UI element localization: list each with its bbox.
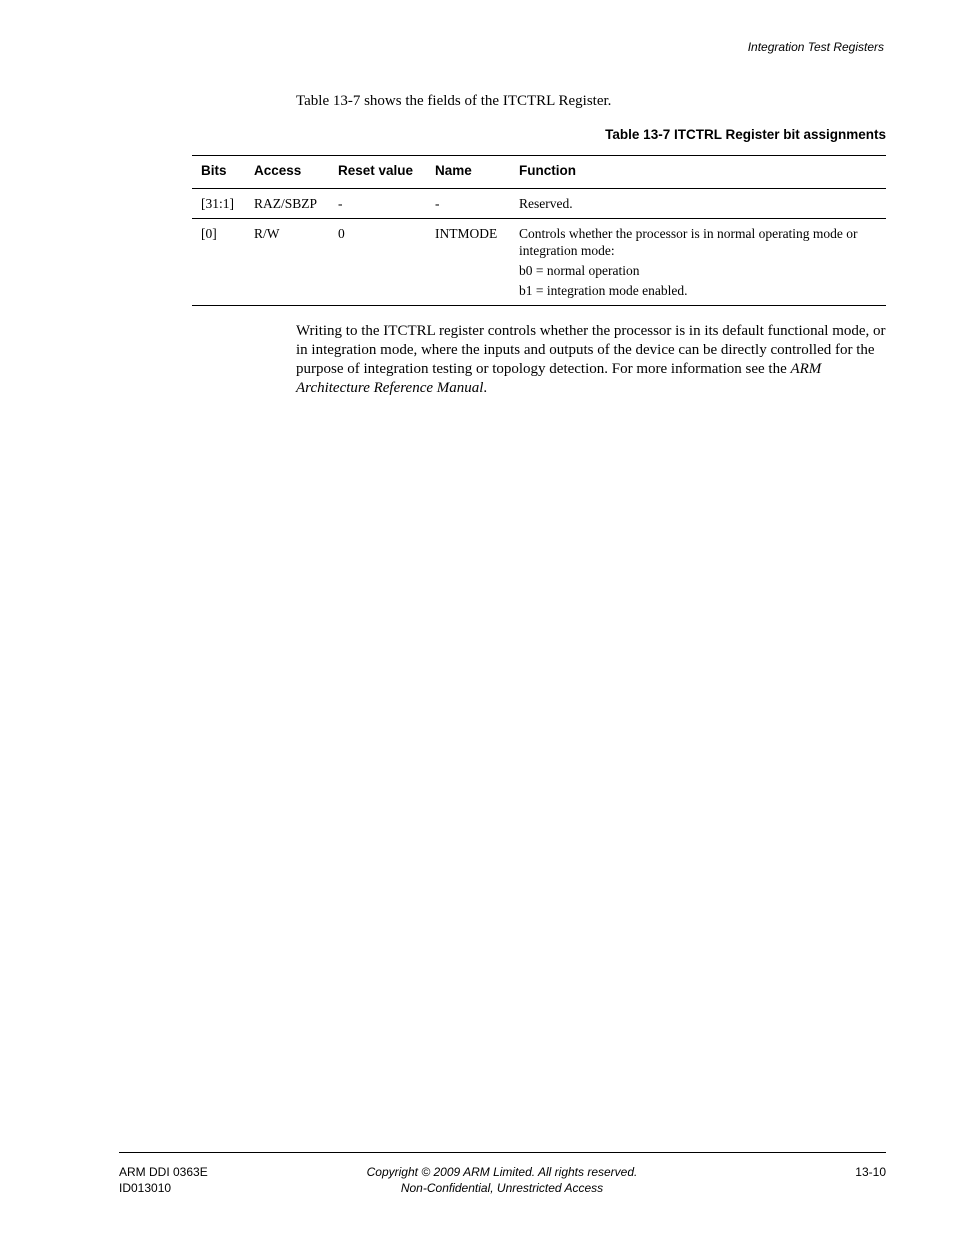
table-row: [192, 189, 886, 219]
body-paragraph-end: .: [483, 380, 488, 396]
column-header-access: Access: [245, 156, 329, 189]
column-header-name: Name: [426, 156, 510, 189]
cell-bits: [0]: [201, 226, 217, 241]
cell-reset-value: 0: [338, 226, 345, 241]
cell-bits: [31:1]: [192, 189, 245, 219]
column-header-bits: Bits: [192, 156, 245, 189]
table-caption: Table 13-7 ITCTRL Register bit assignments: [605, 127, 886, 142]
footer-doc-id: ID013010: [119, 1181, 172, 1195]
intro-text: Table 13-7 shows the fields of the ITCTRL Register.: [296, 93, 612, 109]
manual-title-reference: ARM Architecture Reference Manual: [296, 361, 822, 396]
function-line: Controls whether the processor is in normal operating mode or integration mode:: [519, 226, 858, 258]
column-header-function: Function: [510, 156, 886, 189]
table-row: [192, 219, 886, 306]
cell-name: INTMODE: [435, 226, 498, 241]
footer-page-number: 13-10: [855, 1165, 886, 1179]
footer-copyright-block: [300, 1164, 704, 1196]
function-line: b0 = normal operation: [519, 263, 640, 278]
body-paragraph-text: Writing to the ITCTRL register controls whether the processor is in its default functional mode, or in integration mode, where the inputs and outputs of the device can be directly controlled for the purpose of integration testing or topology detection. For more information see the: [296, 323, 886, 377]
running-header: Integration Test Registers: [747, 40, 884, 54]
cell-access: RAZ/SBZP: [245, 189, 329, 219]
footer-document-info: [119, 1164, 208, 1196]
register-table: [192, 155, 886, 306]
footer-doc-number: ARM DDI 0363E: [119, 1165, 208, 1179]
cell-access: R/W: [254, 226, 280, 241]
function-line: Reserved.: [519, 196, 573, 211]
cell-function: [510, 219, 886, 306]
column-header-reset-value: Reset value: [329, 156, 426, 189]
footer-copyright: Copyright © 2009 ARM Limited. All rights reserved.: [366, 1165, 638, 1179]
cell-reset-value: -: [329, 189, 426, 219]
footer-access: Non-Confidential, Unrestricted Access: [400, 1181, 604, 1195]
cell-function: [510, 189, 886, 219]
function-line: b1 = integration mode enabled.: [519, 283, 688, 298]
body-paragraph: [296, 322, 888, 398]
cell-name: -: [426, 189, 510, 219]
footer-divider: [119, 1152, 886, 1153]
table-header-row: [192, 156, 886, 189]
